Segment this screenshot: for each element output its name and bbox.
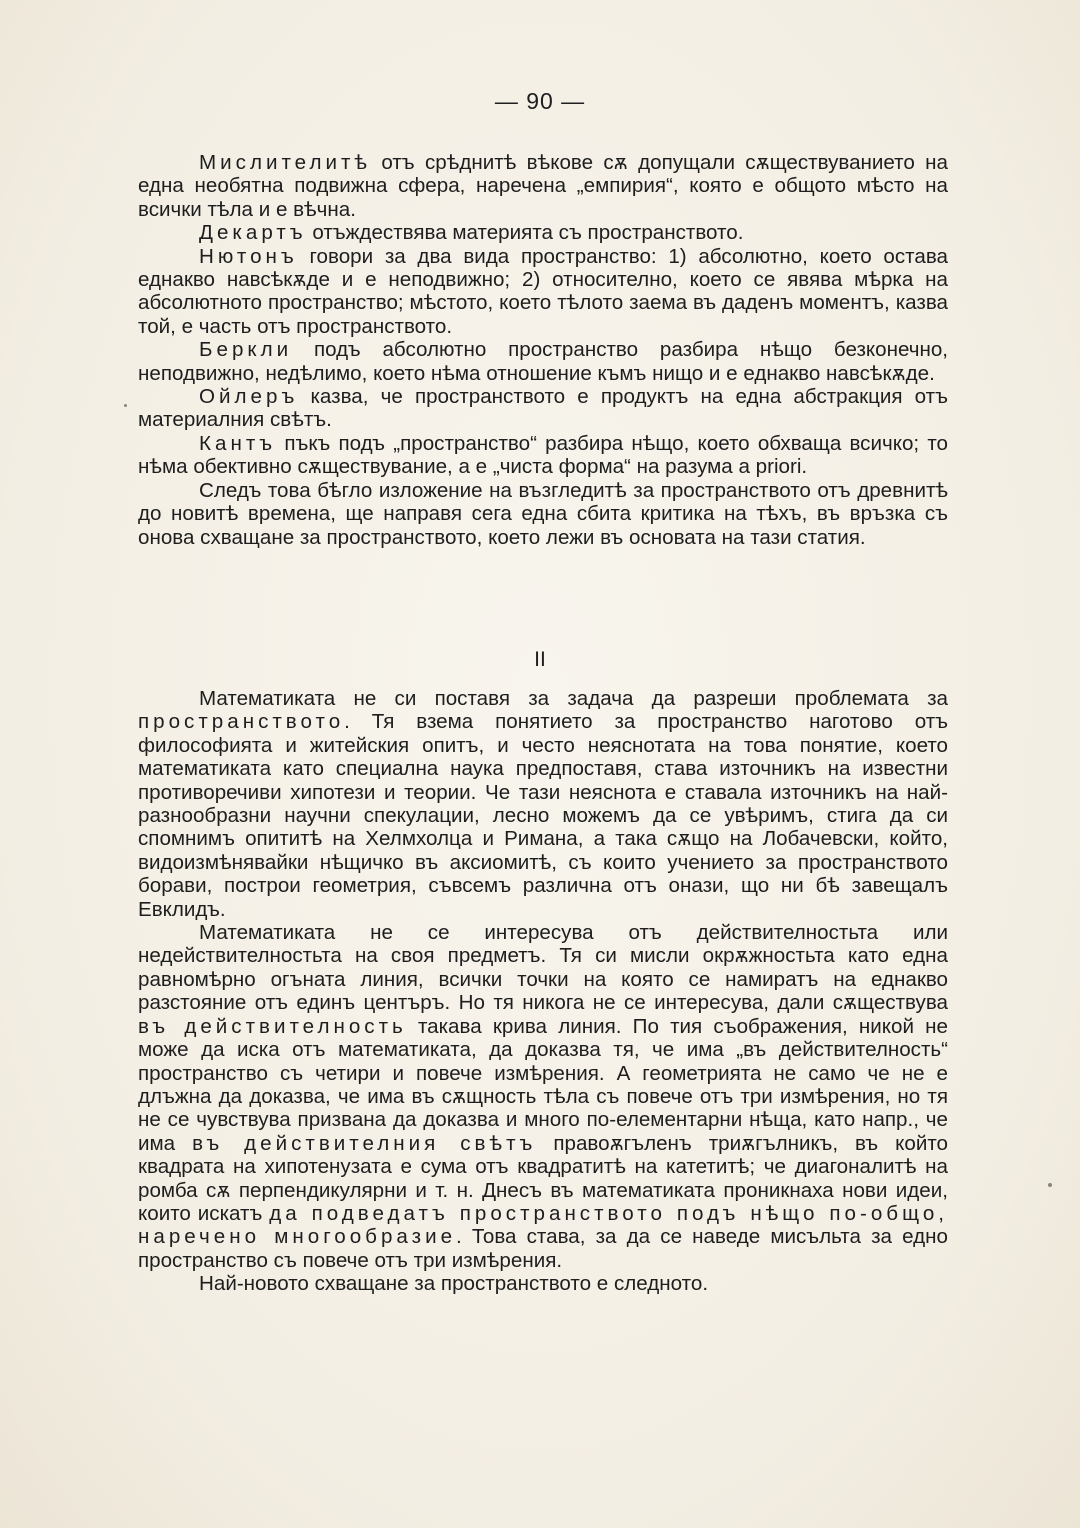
paragraph-text: такава крива линия. По тия съображения, никой не може да иска отъ математиката, да доказва тя, че има „въ действителность“ пространство съ четири и повече измѣрения. А геометрията не само че не е длъжна да доказва, че има въ сѫщность тѣла съ повече отъ три измѣрения, но тя не се чувствува призвана да доказва и много по-елементарни нѣща, като напр., че има xyxy=(138,1014,948,1155)
paragraph xyxy=(138,245,948,339)
paragraph-text: Следъ това бѣгло изложение на възгледитѣ за пространството отъ древнитѣ до новитѣ времена, ще направя сега една сбита критика на тѣхъ, въ връзка съ онова схващане за пространството, което лежи въ основата на тази статия. xyxy=(138,478,948,549)
paragraph-text: Математиката не се интересува отъ действителностьта или недействителностьта на своя предметъ. Тя си мисли окрѫжностьта като една равномѣрно огъната линия, всички точки на която се намиратъ на еднакво разстояние отъ единъ центъръ. Но тя никога не се интересува, дали сѫществува xyxy=(138,921,948,1015)
paragraph-text: Най-новото схващане за пространството е следното. xyxy=(199,1272,709,1296)
section-2-text xyxy=(138,687,948,1296)
paper-speck xyxy=(1048,1183,1052,1187)
paragraph-text: . Тя взема понятието за пространство наготово отъ философията и житейския опитъ, и често неяснотата на това понятие, което математиката като специална наука предпоставя, става източникъ на известни противоречиви хипотези и теории. Че тази неяснота е ставала източникъ на най-разнообразни научни спекулации, лесно можемъ да се увѣримъ, стига да си спомнимъ опититѣ на Хелмхолца и Римана, а така сѫщо на Лобачевски, който, видоизмѣнявайки нѣщичко въ аксиомитѣ, съ които учението за пространството борави, построи геометрия, съвсемъ различна отъ онази, що ни бѣ завещалъ Евклидъ. xyxy=(138,710,948,921)
paragraph-text: подъ абсолютно пространство разбира нѣщо безконечно, неподвижно, недѣлимо, което нѣма отношение къмъ нищо и е еднакво навсѣкѫде. xyxy=(138,338,948,385)
philosopher-name: Ойлеръ xyxy=(199,385,299,409)
paragraph xyxy=(138,151,948,221)
spaced-emphasis: пространството xyxy=(138,710,345,734)
paragraph xyxy=(138,221,948,244)
paragraph xyxy=(138,479,948,549)
paragraph xyxy=(138,687,948,921)
paragraph xyxy=(138,432,948,479)
philosopher-name: Беркли xyxy=(199,338,293,362)
paper-speck xyxy=(124,404,127,407)
section-heading: II xyxy=(534,648,546,671)
paragraph xyxy=(138,338,948,385)
spaced-emphasis: да подведатъ пространството подъ нѣщо по-общо, наречено многообразие xyxy=(138,1201,948,1249)
paragraph-text: отъждествява материята съ пространството. xyxy=(306,221,744,245)
paragraph xyxy=(138,921,948,1272)
spaced-emphasis: въ действителность xyxy=(138,1014,407,1038)
paragraph xyxy=(138,1272,948,1295)
section-1-text xyxy=(138,151,948,549)
philosopher-name: Декартъ xyxy=(199,221,307,245)
philosopher-name: Кантъ xyxy=(199,431,277,455)
paragraph-text: казва, че пространството е продуктъ на една абстракция отъ материалния свѣтъ. xyxy=(138,385,948,432)
paragraph-text: . Това става, за да се наведе мисъльта за едно пространство съ повече отъ три измѣрения. xyxy=(138,1225,948,1272)
paragraph-text: говори за два вида пространство: 1) абсолютно, което остава еднакво навсѣкѫде и е неподвижно; 2) относително, което се явява мѣрка на абсолютното пространство; мѣстото, което тѣлото заема въ даденъ моментъ, казва той, е часть отъ пространството. xyxy=(138,244,948,338)
paragraph xyxy=(138,385,948,432)
paragraph-text: Математиката не си поставя за задача да разреши проблемата за xyxy=(199,687,948,710)
philosopher-name: Нютонъ xyxy=(199,244,298,268)
philosopher-name: Мислителитѣ xyxy=(199,151,372,174)
page-number: — 90 — xyxy=(494,88,586,114)
paragraph-text: правоѫгъленъ триѫгълникъ, въ който квадрата на хипотенузата е сума отъ квадратитѣ на катетитѣ; че диагоналитѣ на ромба сѫ перпендикулярни и т. н. Днесъ въ математиката проникнаха нови идеи, които искатъ xyxy=(138,1131,948,1225)
paragraph-text: отъ срѣднитѣ вѣкове сѫ допущали сѫществуванието на една необятна подвижна сфера, наречена „емпирия“, която е общото мѣсто на всички тѣла и е вѣчна. xyxy=(138,151,948,221)
spaced-emphasis: въ действителния свѣтъ xyxy=(192,1131,537,1155)
paragraph-text: пъкъ подъ „пространство“ разбира нѣщо, което обхваща всичко; то нѣма обективно сѫществувание, а е „чиста форма“ на разума a priori. xyxy=(138,431,948,479)
